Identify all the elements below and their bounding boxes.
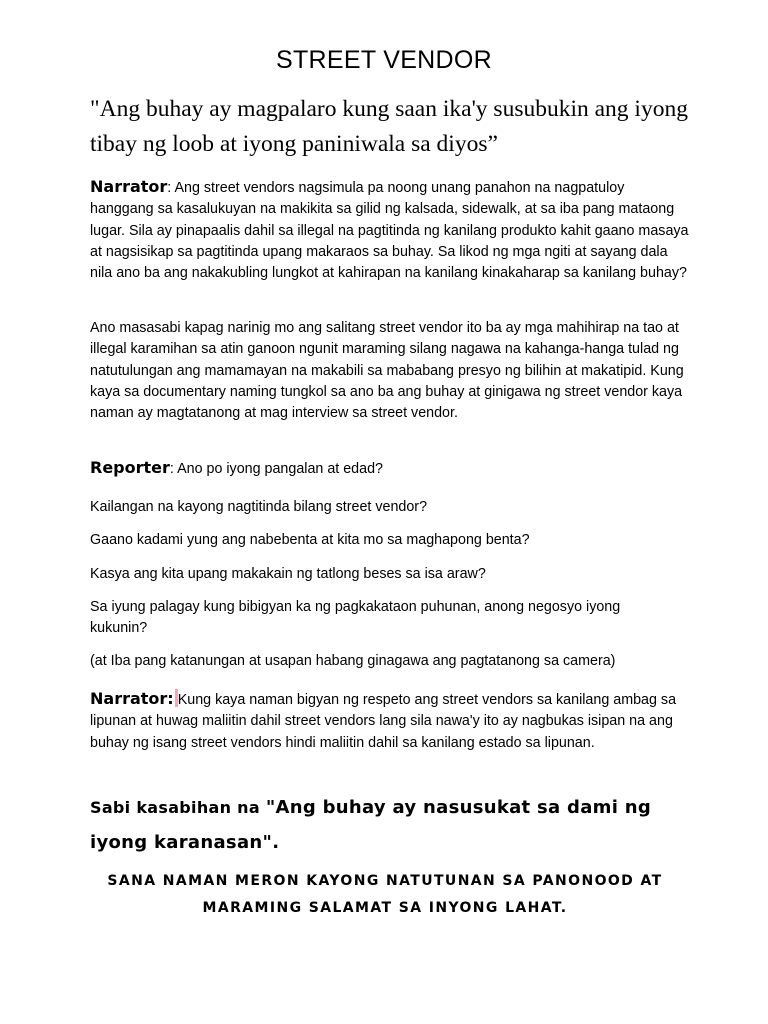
saying-line bbox=[90, 790, 710, 860]
reporter-speaker-label: Reporter bbox=[90, 458, 170, 477]
reporter-paragraph bbox=[90, 457, 690, 480]
speaker-colon: : bbox=[167, 180, 172, 196]
saying-end: . bbox=[272, 832, 280, 853]
saying-quote: "Ang buhay ay nasusukat sa dami ng iyong karanasan" bbox=[90, 797, 652, 853]
narrator-intro-text: Ang street vendors nagsimula pa noong unang panahon na nagpatuloy hanggang sa kasalukuyan na makikita sa gilid ng kalsada, sidewalk, at sa iba pang mataong lugar. Sila ay pinapaalis dahil sa illegal na pagtitinda ng kanilang produkto kahit gaano masaya at nagsisikap sa pagtitinda upang makaraos sa buhay. Sa likod ng mga ngiti at sayang dala nila ano ba ang nakakubling lungkot at kahirapan na kanilang kinakaharap sa kanilang buhay? bbox=[90, 180, 689, 282]
narrator-speaker-label: Narrator bbox=[90, 177, 168, 196]
speaker-colon: : bbox=[169, 461, 174, 477]
reporter-first-question: Ano po iyong pangalan at edad? bbox=[177, 461, 383, 477]
body-paragraph: Ano masasabi kapag narinig mo ang salitang street vendor ito ba ay mga mahihirap na tao at illegal karamihan sa atin ganoon ngunit maraming silang nagawa na kahanga-hanga tulad ng natutulungan ang mamamayan na makabili sa mababang presyo ng bilihin at makatipid. Kung kaya sa documentary naming tungkol sa ano ba ang buhay at ginigawa ng street vendor kaya naman ay magtatanong at mag interview sa street vendor. bbox=[90, 320, 684, 422]
narrator-closing-text: Kung kaya naman bigyan ng respeto ang street vendors sa kanilang ambag sa lipunan at huwag maliitin dahil street vendors lang sila nawa'y ito ay nagbukas isipan na ang buhay ng isang street vendors hindi maliitin dahil sa kanilang estado sa lipunan. bbox=[90, 692, 677, 751]
interview-note: (at Iba pang katanungan at usapan habang ginagawa ang pagtatanong sa camera) bbox=[90, 653, 616, 669]
reporter-question: Kailangan na kayong nagtitinda bilang street vendor? bbox=[90, 499, 428, 515]
narrator-closing-speaker-label: Narrator: bbox=[90, 689, 174, 708]
narrator-intro-paragraph bbox=[90, 176, 690, 284]
closing-message bbox=[90, 868, 680, 922]
reporter-question: Sa iyung palagay kung bibigyan ka ng pagkakataon puhunan, anong negosyo iyong kukunin? bbox=[90, 599, 621, 636]
reporter-question: Gaano kadami yung ang nabebenta at kita mo sa maghapong benta? bbox=[90, 532, 530, 548]
epigraph-quote: "Ang buhay ay magpalaro kung saan ika'y susubukin ang iyong tibay ng loob at iyong paniniwala sa diyos” bbox=[90, 96, 688, 157]
document-title: STREET VENDOR bbox=[276, 46, 492, 74]
narrator-closing-paragraph bbox=[90, 688, 690, 754]
closing-line-1: SANA NAMAN MERON KAYONG NATUTUNAN SA PANONOOD AT bbox=[107, 873, 663, 889]
closing-line-2: MARAMING SALAMAT SA INYONG LAHAT. bbox=[202, 900, 568, 916]
saying-lead: Sabi kasabihan na bbox=[90, 798, 266, 817]
reporter-question: Kasya ang kita upang makakain ng tatlong beses sa isa araw? bbox=[90, 566, 486, 582]
